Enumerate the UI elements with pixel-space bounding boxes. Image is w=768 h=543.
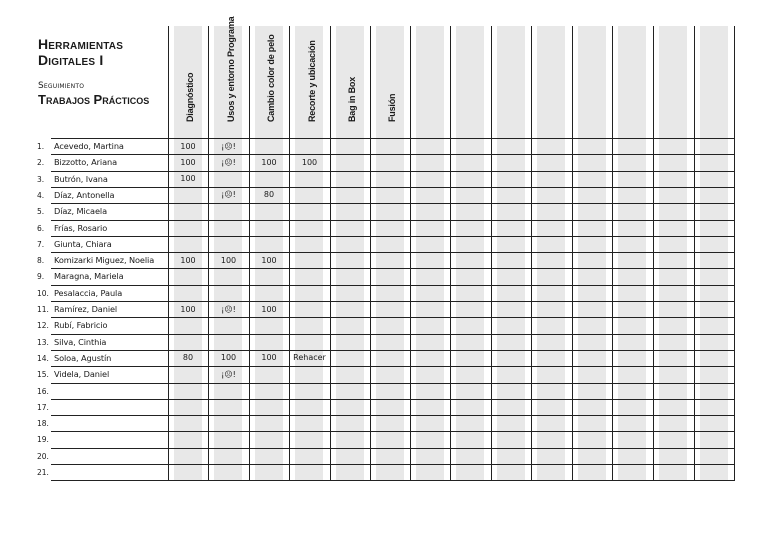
column-header-label: Fusión [387,93,397,122]
student-name: Ramírez, Daniel [54,304,118,314]
row-number: 19. [37,435,49,445]
grade-cell: 100 [180,255,196,265]
row-divider [51,366,735,367]
grade-cell: 100 [261,255,277,265]
column-shade [700,26,728,480]
row-number: 9. [37,272,45,282]
column-divider [370,26,371,480]
student-name: Giunta, Chiara [54,238,112,249]
column-header-label: Recorte y ubicación [306,40,317,122]
column-header [340,26,360,138]
grade-cell: ¡☹! [221,157,236,167]
student-name: Pesalaccia, Paula [54,287,123,298]
grade-cell: ¡☹! [221,304,236,314]
row-number: 18. [37,419,49,429]
row-divider [51,301,735,302]
grade-cell: 80 [263,190,275,200]
column-divider [694,26,695,480]
row-number: 8. [37,256,45,266]
row-number: 5. [37,207,45,217]
grade-cell: 100 [180,141,196,151]
grade-cell: 100 [261,157,277,167]
column-header-label: Usos y entorno Programa [225,16,236,122]
row-number: 6. [37,223,45,233]
column-divider [491,26,492,480]
grade-cell: ¡☹! [221,190,236,200]
column-header-label: Diagnóstico [185,72,195,122]
row-number: 12. [37,321,49,331]
student-name: Silva, Cinthia [54,336,107,347]
grade-cell: 100 [180,304,196,314]
grade-cell: 100 [261,304,277,314]
row-divider [51,220,735,221]
document-title: Herramientas Digitales I [38,36,124,68]
row-divider [51,236,735,237]
row-number: 15. [37,370,49,380]
row-divider [51,480,735,481]
row-divider [51,350,735,351]
row-divider [51,317,735,318]
student-name: Soloa, Agustín [54,352,112,363]
grade-cell: 100 [301,157,318,167]
student-name: Maragna, Mariela [54,271,124,282]
row-number: 2. [37,158,45,168]
column-header-label: Bag in Box [347,76,357,122]
column-divider [168,26,169,480]
section-title: Trabajos Prácticos [38,92,150,107]
column-divider [612,26,613,480]
row-divider [51,399,735,400]
row-divider [51,383,735,384]
row-number: 4. [37,190,45,200]
row-number: 10. [37,288,49,298]
grade-cell: 100 [261,353,277,363]
student-name: Frías, Rosario [54,222,108,233]
row-divider [51,464,735,465]
student-name: Bizzotto, Ariana [54,157,117,168]
column-header [259,26,279,138]
column-header [178,26,198,138]
student-name: Acevedo, Martina [54,141,124,151]
grade-cell: Rehacer [293,353,326,363]
document-subtitle: Seguimiento [38,81,85,91]
row-number: 1. [37,142,45,151]
column-divider [531,26,532,480]
column-header [380,26,400,138]
row-divider [51,268,735,269]
row-number: 13. [37,337,49,347]
student-name: Díaz, Antonella [54,189,115,200]
column-divider [734,26,735,480]
student-name: Butrón, Ivana [54,173,108,184]
row-divider [51,252,735,253]
grade-cell: 100 [180,174,196,184]
column-divider [208,26,209,480]
row-divider [51,203,735,204]
row-divider [51,154,735,155]
column-divider [572,26,573,480]
student-name: Komizarki Miguez, Noelia [54,255,155,266]
row-number: 17. [37,402,49,412]
row-number: 7. [37,239,45,249]
column-header [300,26,320,138]
column-shade [618,26,646,480]
student-name: Díaz, Micaela [54,206,107,217]
column-shade [578,26,606,480]
column-shade [416,26,444,480]
column-header [219,16,239,138]
column-divider [249,26,250,480]
grade-cell: ¡☹! [221,369,236,379]
column-divider [289,26,290,480]
grade-cell: 80 [182,353,194,363]
student-name: Rubí, Fabricio [54,320,108,331]
row-divider [51,448,735,449]
row-divider [51,285,735,286]
row-divider [51,334,735,335]
student-name: Videla, Daniel [54,369,110,380]
grade-cell: 100 [220,353,237,363]
column-divider [330,26,331,480]
column-shade [659,26,687,480]
grade-cell: 100 [220,255,237,265]
column-divider [450,26,451,480]
column-divider [410,26,411,480]
header-divider [51,138,735,139]
column-shade [497,26,525,480]
grade-cell: ¡☹! [221,141,236,151]
column-shade [456,26,484,480]
row-divider [51,187,735,188]
column-divider [653,26,654,480]
row-divider [51,415,735,416]
column-header-label: Cambio color de pelo [266,34,276,122]
grade-cell: 100 [180,157,196,167]
row-number: 11. [37,305,49,314]
row-number: 16. [37,386,49,396]
row-number: 14. [37,353,49,363]
title-block [38,36,168,107]
row-number: 20. [37,451,49,461]
column-shade [537,26,565,480]
row-number: 21. [37,468,49,477]
row-divider [51,431,735,432]
row-number: 3. [37,174,45,184]
row-divider [51,171,735,172]
